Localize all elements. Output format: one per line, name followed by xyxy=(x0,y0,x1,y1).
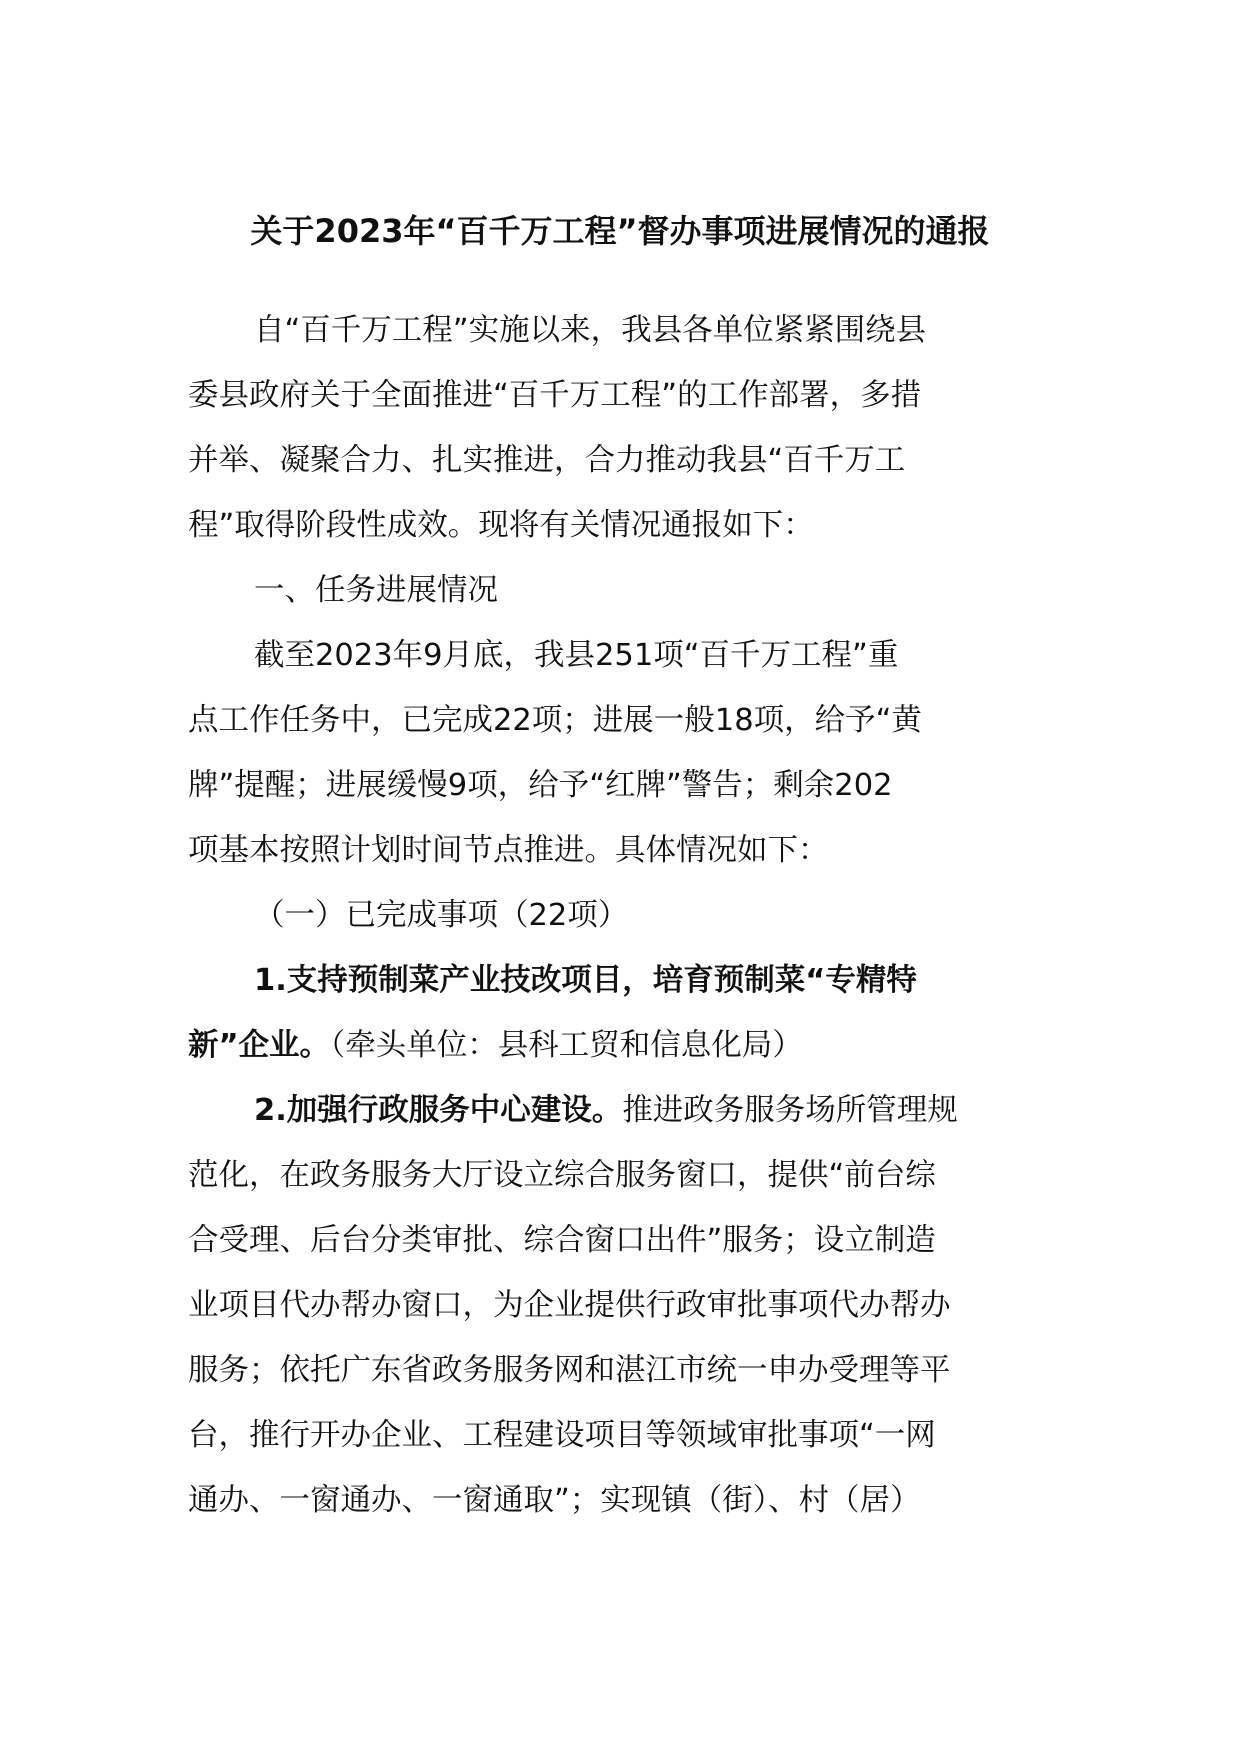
item-heading-line xyxy=(188,1078,1040,1143)
line-text: 委县政府关于全面推进“百千万工程”的工作部署，多措 xyxy=(188,378,922,413)
item-heading: 2.加强行政服务中心建设。 xyxy=(254,1093,623,1128)
line-text: 项基本按照计划时间节点推进。具体情况如下： xyxy=(188,833,829,868)
section-heading xyxy=(188,558,1040,623)
line-text: 服务；依托广东省政务服务网和湛江市统一申办受理等平 xyxy=(188,1353,951,1388)
line-text: 合受理、后台分类审批、综合窗口出件”服务；设立制造 xyxy=(188,1223,936,1258)
paragraph-line xyxy=(188,1273,1040,1338)
line-text: （一）已完成事项（22项） xyxy=(254,898,629,933)
paragraph-line xyxy=(188,428,1040,493)
line-text: 程”取得阶段性成效。现将有关情况通报如下： xyxy=(188,508,814,543)
paragraph-line xyxy=(188,1143,1040,1208)
paragraph-line xyxy=(188,363,1040,428)
line-text: 范化，在政务服务大厅设立综合服务窗口，提供“前台综 xyxy=(188,1158,936,1193)
paragraph-line xyxy=(188,818,1040,883)
paragraph-line xyxy=(188,753,1040,818)
item-heading: 新”企业。 xyxy=(188,1028,331,1063)
line-text: 并举、凝聚合力、扎实推进，合力推动我县“百千万工 xyxy=(188,443,906,478)
line-text: 点工作任务中，已完成22项；进展一般18项，给予“黄 xyxy=(188,703,922,738)
paragraph-line xyxy=(188,1468,1040,1533)
line-text: 业项目代办帮办窗口，为企业提供行政审批事项代办帮办 xyxy=(188,1288,951,1323)
paragraph-line xyxy=(188,1403,1040,1468)
paragraph-line xyxy=(188,298,1040,363)
line-text: 通办、一窗通办、一窗通取”；实现镇（街）、村（居） xyxy=(188,1483,921,1518)
paragraph-line xyxy=(188,493,1040,558)
paragraph-line xyxy=(188,688,1040,753)
paragraph-line xyxy=(188,1208,1040,1273)
line-text: 推进政务服务场所管理规 xyxy=(622,1093,958,1128)
line-text: （牵头单位：县科工贸和信息化局） xyxy=(330,1028,803,1063)
document-body xyxy=(188,298,1040,1533)
line-text: 台，推行开办企业、工程建设项目等领域审批事项“一网 xyxy=(188,1418,936,1453)
line-text: 截至2023年9月底，我县251项“百千万工程”重 xyxy=(254,638,899,673)
item-heading: 1.支持预制菜产业技改项目，培育预制菜“专精特 xyxy=(254,963,917,998)
item-heading-line xyxy=(188,1013,1040,1078)
paragraph-line xyxy=(188,623,1040,688)
subsection-heading xyxy=(188,883,1040,948)
paragraph-line xyxy=(188,1338,1040,1403)
line-text: 自“百千万工程”实施以来，我县各单位紧紧围绕县 xyxy=(254,313,927,348)
line-text: 牌”提醒；进展缓慢9项，给予“红牌”警告；剩余202 xyxy=(188,768,893,803)
line-text: 一、任务进展情况 xyxy=(254,573,498,608)
document-title: 关于2023年“百千万工程”督办事项进展情况的通报 xyxy=(250,212,990,250)
item-heading-line xyxy=(188,948,1040,1013)
